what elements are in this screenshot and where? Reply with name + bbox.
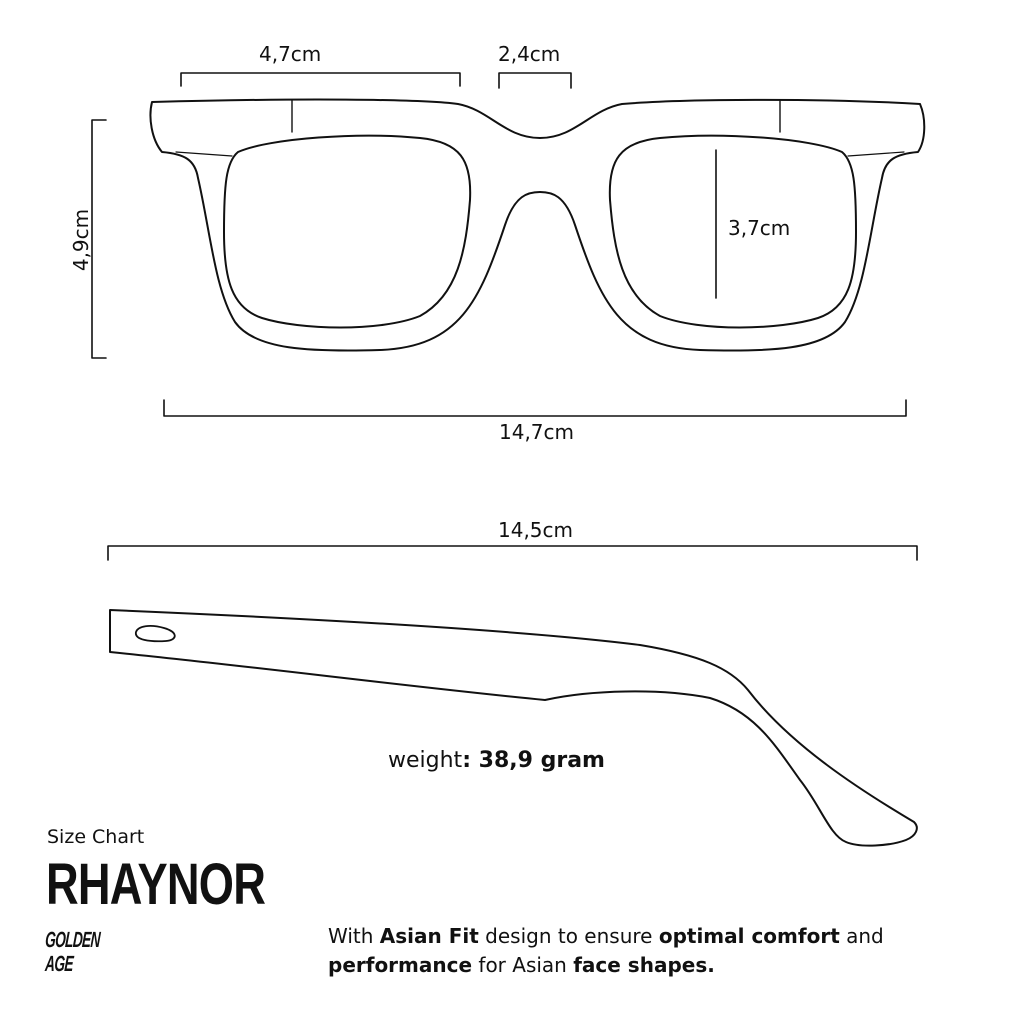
tagline-bold-optimal-comfort: optimal comfort — [658, 924, 840, 948]
frame-height-dimension-line — [92, 120, 106, 358]
temple-arm-outline — [110, 610, 917, 846]
temple-hinge-slot — [136, 626, 175, 641]
weight-value: 38,9 gram — [471, 748, 605, 773]
bridge-width-dimension-line — [499, 73, 571, 88]
left-end-piece-seam — [176, 152, 232, 156]
tagline-bold-performance: performance — [328, 953, 473, 977]
left-lens-outline — [224, 136, 470, 328]
frame-front-outline — [150, 100, 924, 351]
frame-width-label: 14,7cm — [499, 420, 575, 444]
tagline-text: and — [839, 924, 884, 948]
tagline-bold-face-shapes: face shapes. — [573, 953, 715, 977]
frame-height-label: 4,9cm — [69, 208, 94, 272]
size-chart-caption: Size Chart — [47, 826, 145, 848]
temple-length-dimension-line — [108, 546, 917, 560]
lens-width-dimension-line — [181, 73, 460, 86]
brand-logo-line1: GOLDEN — [44, 927, 101, 952]
lens-width-label: 4,7cm — [259, 42, 322, 66]
tagline-bold-asian-fit: Asian Fit — [379, 924, 479, 948]
brand-logo-line2: AGE — [44, 951, 74, 976]
lens-height-label: 3,7cm — [728, 216, 791, 240]
asian-fit-tagline — [328, 922, 968, 980]
weight-text — [388, 748, 605, 773]
model-name: RHAYNOR — [46, 852, 266, 917]
tagline-text: design to ensure — [478, 924, 659, 948]
bridge-width-label: 2,4cm — [498, 42, 561, 66]
right-end-piece-seam — [848, 152, 904, 156]
frame-width-dimension-line — [164, 400, 906, 416]
temple-length-label: 14,5cm — [498, 518, 574, 542]
tagline-text: With — [328, 924, 380, 948]
weight-separator: : — [462, 748, 471, 773]
tagline-text: for Asian — [472, 953, 574, 977]
brand-logo — [46, 928, 114, 984]
weight-label: weight — [388, 748, 463, 773]
